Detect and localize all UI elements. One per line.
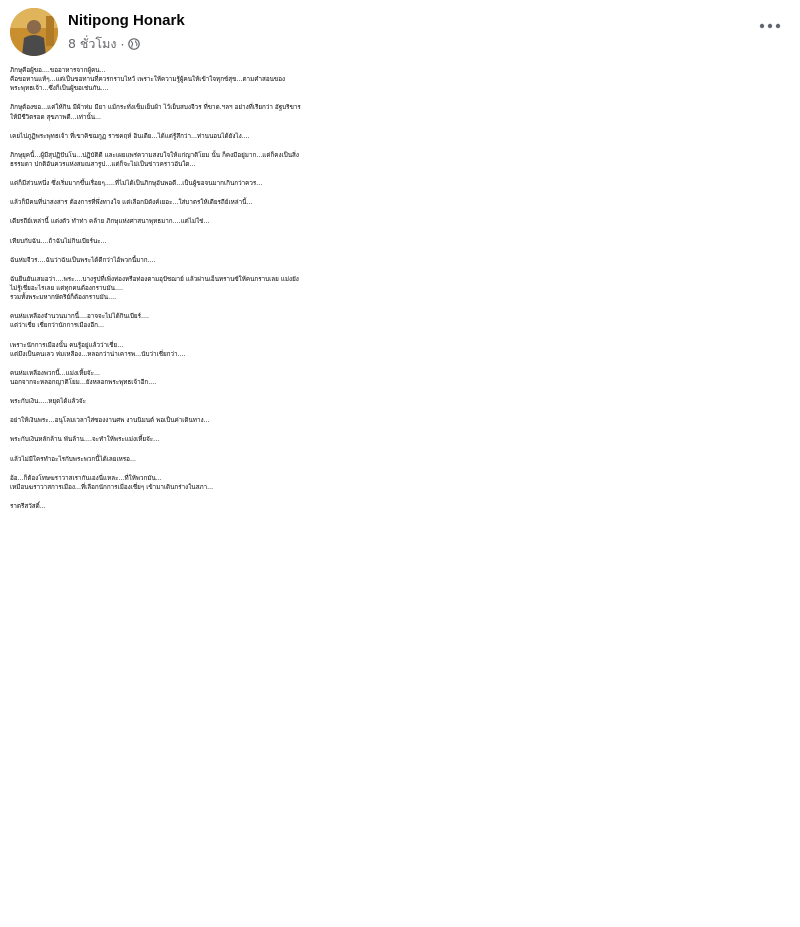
post-line: ฉันห่มจีวร....ฉันว่าฉันเป็นพระได้ดีกว่าไอ้พวกนี้มาก.... xyxy=(10,256,156,264)
post-line: รวมทั้งพระมหากษัตริย์ก็ต้องกราบมัน.... xyxy=(10,294,117,302)
post-paragraph xyxy=(10,474,795,492)
post-line: นอกจากจะหลอกญาติโยม...ยังหลอกพระพุทธเจ้าอีก.... xyxy=(10,378,157,386)
post-paragraph xyxy=(10,217,795,226)
author-name[interactable]: Nitipong Honark xyxy=(68,12,185,29)
more-options-button[interactable] xyxy=(756,16,784,36)
post-paragraph xyxy=(10,198,795,207)
post-line: แต่ว่าเชี่ย เชี่ยกว่านักการเมืองอีก... xyxy=(10,322,104,330)
post-line: เพราะนักการเมืองนั้น คนรู้อยู่แล้วว่าเชี่ย... xyxy=(10,341,124,349)
post-line: พระกับเงิน.....หยุดได้แล้วจัะ xyxy=(10,398,86,406)
post-paragraph xyxy=(10,132,795,141)
post-line: อ้อ...ก็ต้องโทษฆราวาสเรากันเองนี่แหละ...ที่ให้พวกมัน... xyxy=(10,474,162,482)
post-header xyxy=(10,8,800,58)
post-line: ภิกษุยุคนี้...ผู้มีสุปฏิปันโน...ปฏิบัติดี และเผยแพร่ความสงบใจให้แก่ญาติโยม นั้น ก็คงมีอยู่มาก...แต่ก็คงเป็นสิ่ง xyxy=(10,151,299,159)
post-line: ฉันยืนยันเสมอว่า....พระ....บางรูปที่เพิ่งท่องหรือท่องตามอุปัชฌาย์ แล้วผ่านเอ็นทรานซ์ให้คนกราบเลย แม่งยัง xyxy=(10,275,299,283)
post-line: พระกับเงินหลักล้าน พันล้าน....จะทำให้พระแม่งเหี้ยจัะ... xyxy=(10,436,160,444)
post-paragraph xyxy=(10,66,795,93)
more-horizontal-icon xyxy=(759,23,781,29)
post-line: แต่ก็มีส่วนหนึ่ง ซึ่งเริ่มมากขึ้นเรื่อยๆ.....ที่ไม่ได้เป็นภิกษุอันพอดี...เป็นผู้ขอจนมากเกินกว่าควร... xyxy=(10,180,263,188)
globe-icon[interactable] xyxy=(128,38,140,50)
post-line: ภิกษุต้องขอ...แค่ให้กิน มีผ้าห่ม มียา แม้กระทั่งเข็มเย็บผ้า ไว้เย็บสบงจีวร ที่ขาด.ฯลฯ อย่างที่เรียกว่า อัฐบริขาร xyxy=(10,104,301,112)
post-line: พระพุทธเจ้า...ซึ่งก็เป็นผู้ขอเช่นกัน.... xyxy=(10,85,109,93)
post-line: ภิกษุคือผู้ขอ....ขออาหารจากผู้คน... xyxy=(10,67,106,74)
post-paragraph xyxy=(10,341,795,359)
post-time[interactable]: 8 ชั่วโมง xyxy=(68,36,117,51)
avatar-photo xyxy=(10,8,58,56)
post-line: แล้วก็มีคนที่น่าสงสาร ต้องการที่พึ่งทางใจ แต่เลือกมิดังค์เยอะ...ใส่บาตรให้เดียรถีย์เหล่านี้... xyxy=(10,199,253,207)
post-paragraph xyxy=(10,416,795,425)
post-line: แล้วไม่มีใครทำอะไรกับพระพวกนี้ได้เลยเหรอ... xyxy=(10,455,136,463)
post-line: ธรรมดา ปกติอันควรแห่งสมณสารูป...แต่ก็จะไม่เป็นข่าวคราวอันใด... xyxy=(10,160,196,168)
post-line: เคยไปภูฏิพระพุทธเจ้า ที่เขาคิชฌกูฏ ราชคฤห์ อินเดีย...ได้แต่รู้สึกว่า...ท่านนอนได้ยังไง.... xyxy=(10,132,250,140)
post-paragraph xyxy=(10,151,795,169)
post-paragraph xyxy=(10,369,795,387)
post-paragraph xyxy=(10,103,795,121)
post-paragraph xyxy=(10,256,795,265)
post-paragraph xyxy=(10,397,795,406)
post-paragraph xyxy=(10,275,795,302)
post-paragraph xyxy=(10,312,795,330)
post-line: อย่าให้เงินพระ...อนุโลมเวลาใส่ซองงานศพ งานนิมนต์ พอเป็นค่าเดินทาง... xyxy=(10,417,210,425)
post-line: ราตรีสวัสดิ์... xyxy=(10,502,46,510)
post-line: คนห่มเหลืองพวกนี้...แม่งเหี้ยจัะ... xyxy=(10,369,100,377)
post-line: คือขอทานแท้ๆ...แต่เป็นขอทานที่ควรกราบไหว้ เพราะให้ความรู้ผู้คนให้เข้าใจทุกข์สุข...ตามคำสอนของ xyxy=(10,76,286,84)
post-paragraph xyxy=(10,237,795,246)
avatar[interactable] xyxy=(10,8,58,56)
post-line: ให้มีชีวิตรอด สุขภาพดี...เท่านั้น... xyxy=(10,113,102,121)
post-line: เหมือนฆราวาสการเมือง...ที่เลือกนักการเมืองเชี่ยๆ เข้ามาเดินกร่างในสภา... xyxy=(10,483,214,491)
post-line: เดียรถีย์เหล่านี้ แต่งตัว ทำท่า คล้าย ภิกษุแห่งศาสนาพุทธมาก....แต่ไม่ใช่... xyxy=(10,218,210,226)
post-text xyxy=(10,66,795,521)
post-paragraph xyxy=(10,179,795,188)
meta-separator: · xyxy=(120,36,125,52)
post-line: เทียบกับฉัน....ถ้าฉันไม่กินเบียร์นะ... xyxy=(10,237,107,245)
post-line: คนห่มเหลืองจำนวนมากนี้....อาจจะไม่ได้กินเบียร์.... xyxy=(10,313,150,321)
post-paragraph xyxy=(10,502,795,511)
post-line: ไม่รู้เชี่ยอะไรเลย แต่ทุกคนต้องกราบมัน.... xyxy=(10,284,123,292)
post-meta xyxy=(68,34,140,54)
post-paragraph xyxy=(10,435,795,444)
post-line: แต่มึงเป็นคนเลว ห่มเหลือง...หลอกว่าน่าเคารพ...นับว่าเชี่ยกว่า.... xyxy=(10,350,186,358)
post-paragraph xyxy=(10,455,795,464)
